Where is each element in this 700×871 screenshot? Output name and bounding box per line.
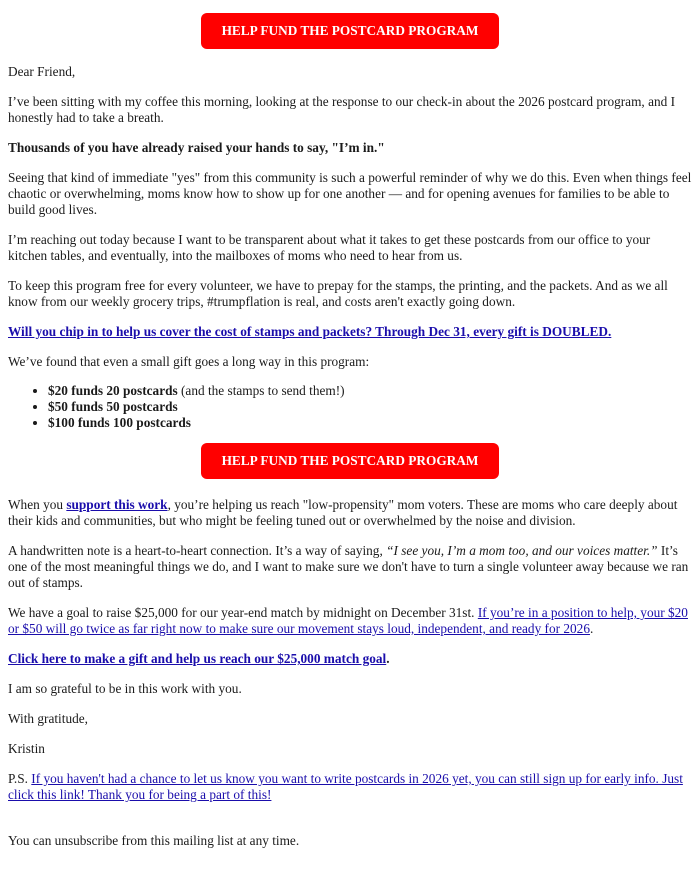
paragraph-immediate-yes: Seeing that kind of immediate "yes" from this community is such a powerful reminder of why we do this. Even when things feel chaotic or overwhelming, moms know how to show up for one another — and for opening avenues for families to be able to build good lives. [8, 170, 692, 217]
gift-tier-rest: (and the stamps to send them!) [177, 383, 345, 398]
cta-row-mid [8, 443, 692, 479]
ps-prefix: P.S. [8, 771, 32, 786]
greeting: Dear Friend, [8, 64, 76, 79]
help-fund-button-top[interactable]: HELP FUND THE POSTCARD PROGRAM [201, 13, 499, 49]
handwritten-quote: “I see you, I’m a mom too, and our voices matter.” [386, 543, 658, 558]
handwritten-post: It’s one of the most meaningful things we do, and I want to make sure we don't have to turn a single volunteer away because we ran out of stamps. [8, 543, 689, 590]
signoff: With gratitude, [8, 711, 88, 726]
support-post: , you’re helping us reach "low-propensity" mom voters. These are moms who care deeply about their kids and communities, but who might be feeling tuned out or overwhelmed by the noise and division. [8, 497, 678, 528]
goal-pre: We have a goal to raise $25,000 for our year-end match by midnight on December 31st. [8, 605, 478, 620]
paragraph-match-link [8, 651, 692, 667]
paragraph-raised-hands [8, 140, 692, 156]
help-fund-button-mid[interactable]: HELP FUND THE POSTCARD PROGRAM [201, 443, 499, 479]
gift-tier-item [48, 415, 692, 431]
gift-tier-bold: $100 funds 100 postcards [48, 415, 191, 430]
match-goal-link[interactable]: Click here to make a gift and help us reach our $25,000 match goal [8, 651, 387, 666]
paragraph-goal [8, 605, 692, 637]
postscript [8, 771, 692, 803]
paragraph-coffee: I’ve been sitting with my coffee this morning, looking at the response to our check-in about the 2026 postcard program, and I honestly had to take a breath. [8, 94, 676, 125]
raised-hands-bold: Thousands of you have already raised your hands to say, "I’m in." [8, 140, 385, 155]
paragraph-chip-in [8, 324, 692, 340]
chip-in-link[interactable]: Will you chip in to help us cover the cost of stamps and packets? Through Dec 31, every gift is DOUBLED. [8, 324, 612, 339]
gift-tier-item [48, 383, 692, 399]
gift-tier-list [8, 383, 692, 431]
gift-tier-bold: $20 funds 20 postcards [48, 383, 178, 398]
goal-help-link[interactable]: If you’re in a position to help, your $20 or $50 will go twice as far right now to make sure our movement stays loud, independent, and ready for 2026 [8, 605, 688, 636]
support-this-work-link[interactable]: support this work [66, 497, 168, 512]
support-pre: When you [8, 497, 67, 512]
paragraph-support-work [8, 497, 692, 529]
gift-tier-item [48, 399, 692, 415]
signature: Kristin [8, 741, 45, 756]
unsubscribe-note: You can unsubscribe from this mailing list at any time. [8, 833, 300, 848]
gift-tier-bold: $50 funds 50 postcards [48, 399, 178, 414]
cta-row-top [8, 0, 692, 49]
paragraph-small-gift: We’ve found that even a small gift goes a long way in this program: [8, 354, 370, 369]
paragraph-transparent: I’m reaching out today because I want to be transparent about what it takes to get these postcards from our office to your kitchen tables, and eventually, into the mailboxes of moms who need to hear from us. [8, 232, 651, 263]
match-goal-period: . [386, 651, 390, 666]
paragraph-grateful: I am so grateful to be in this work with you. [8, 681, 242, 696]
goal-post: . [589, 621, 594, 636]
paragraph-handwritten [8, 543, 692, 591]
paragraph-prepay: To keep this program free for every volunteer, we have to prepay for the stamps, the printing, and the packets. And as we all know from our weekly grocery trips, #trumpflation is real, and costs aren't exactly going down. [8, 278, 668, 309]
handwritten-pre: A handwritten note is a heart-to-heart connection. It’s a way of saying, [8, 543, 387, 558]
ps-signup-link[interactable]: If you haven't had a chance to let us know you want to write postcards in 2026 yet, you can still sign up for early info. Just click this link! Thank you for being a part of this! [8, 771, 683, 802]
